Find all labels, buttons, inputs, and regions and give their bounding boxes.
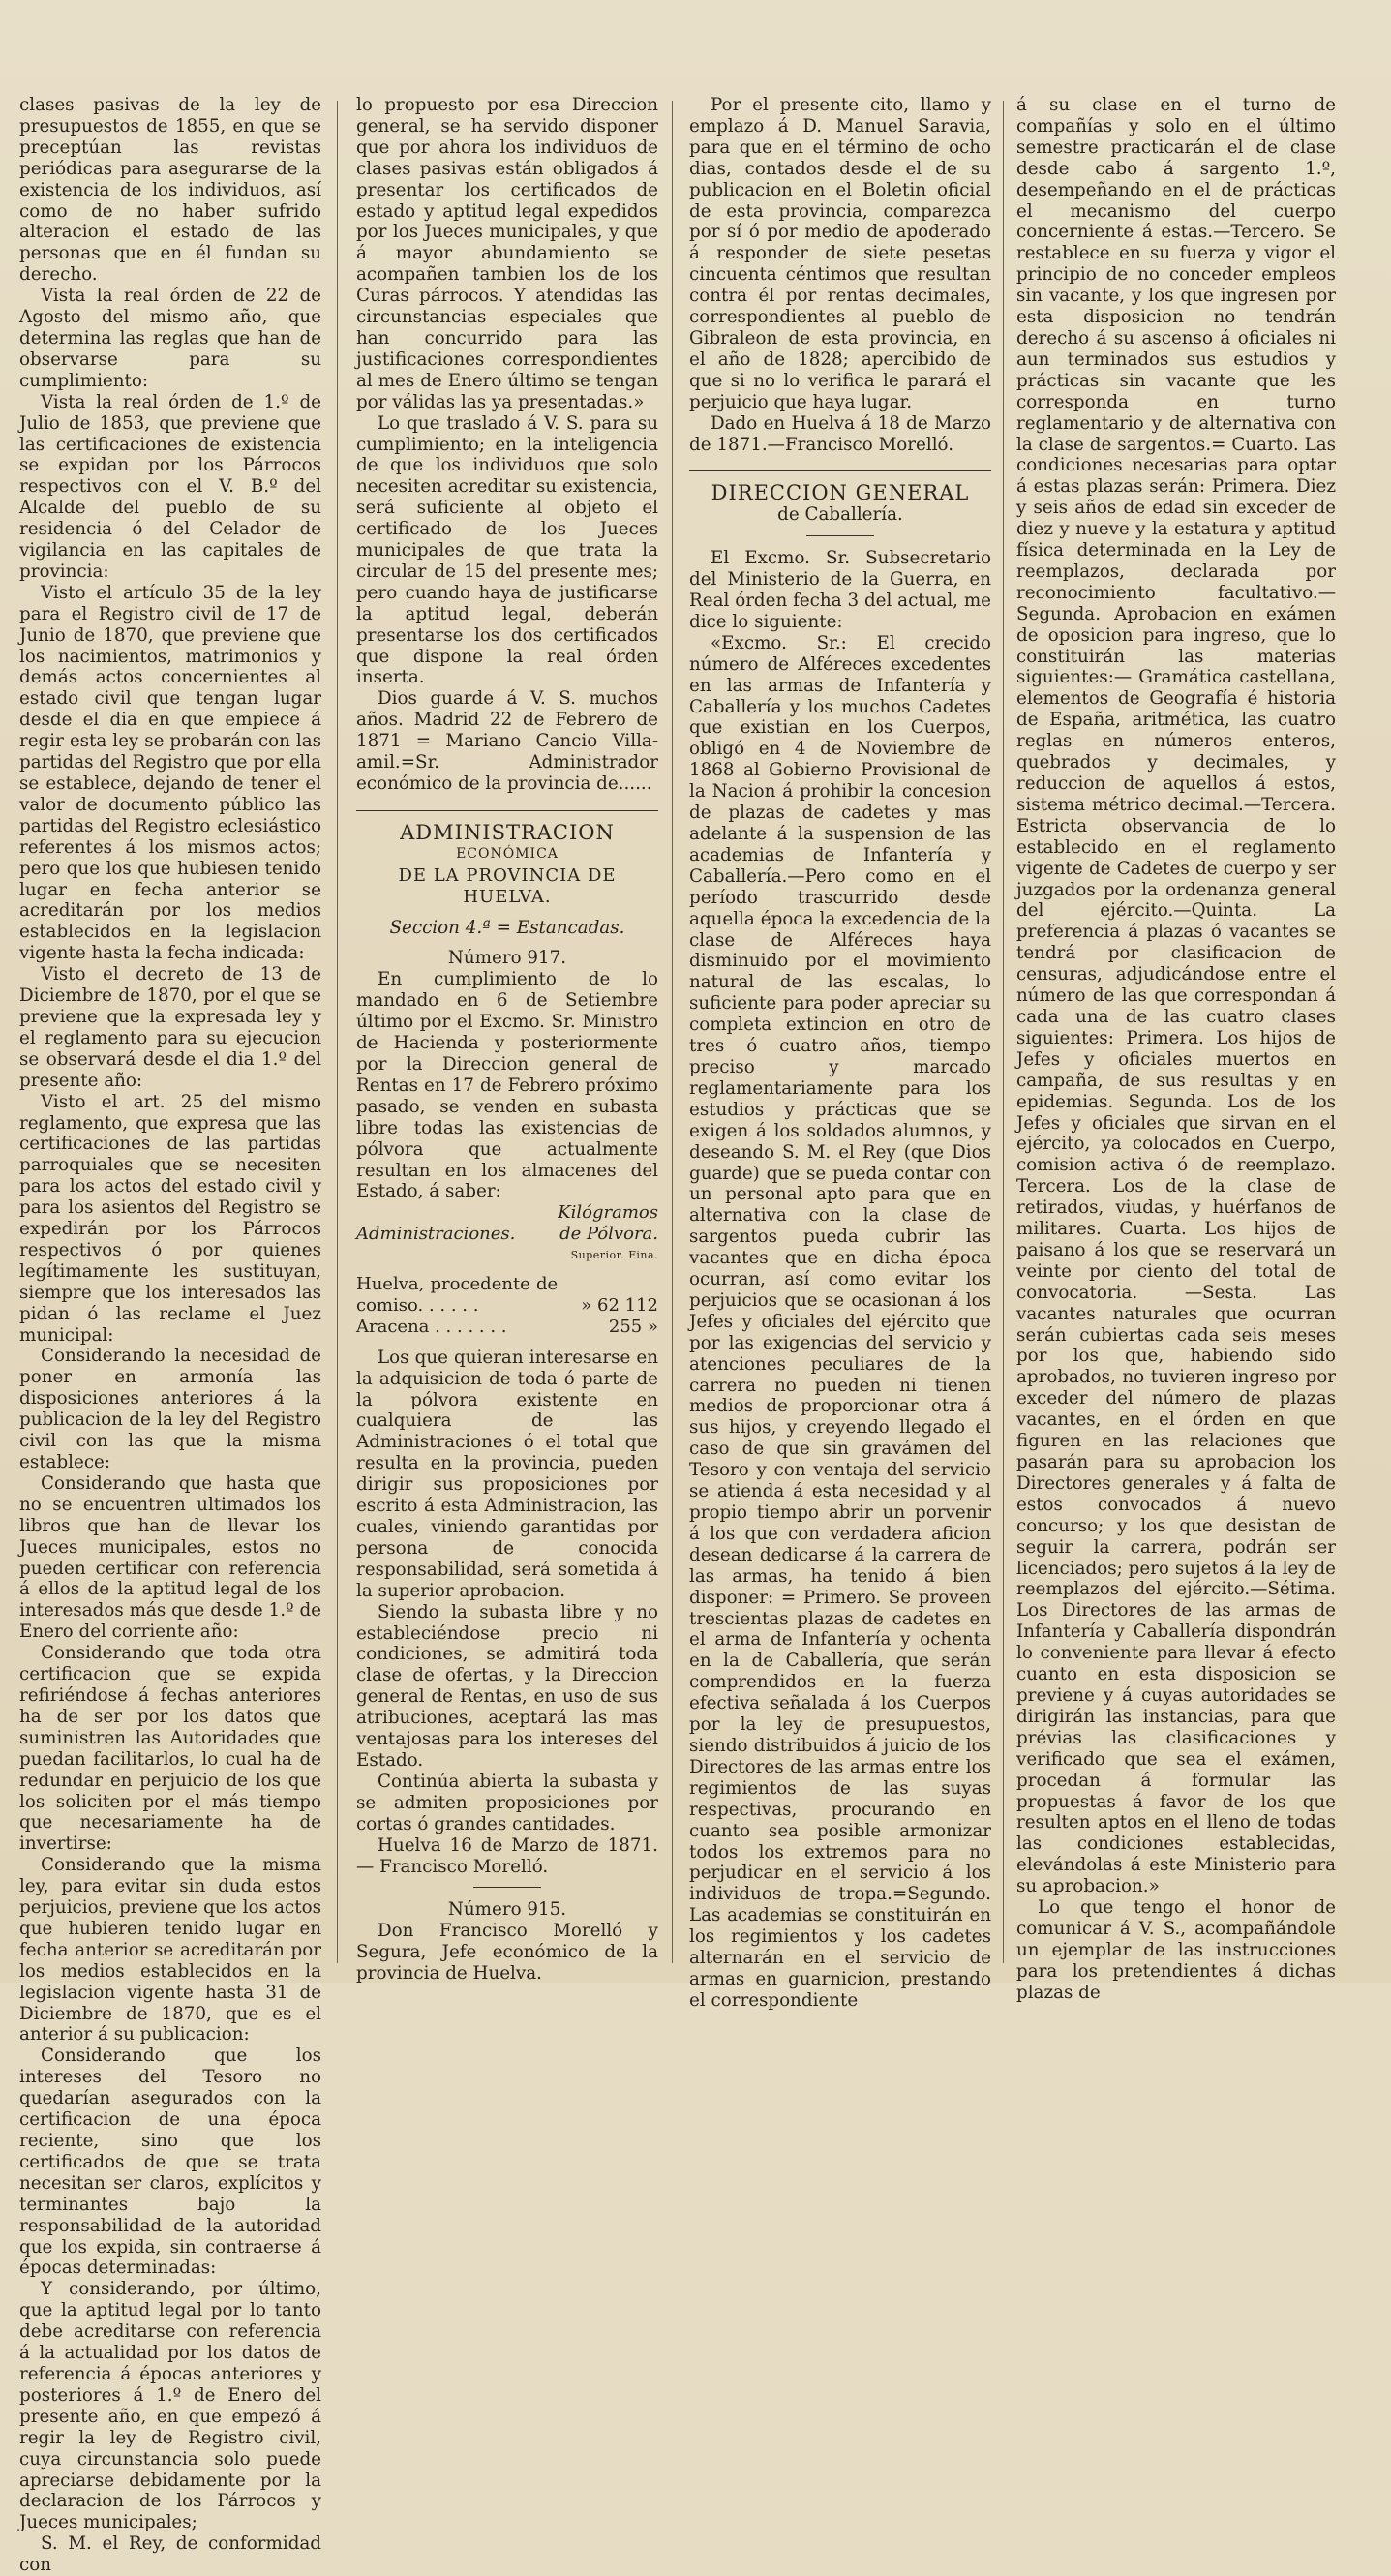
paragraph: á su clase en el turno de compañías y solo en el último semestre practicarán el de clase desde cabo á sargento 1.º, desempeñando en el de prácticas el mecanismo del cuerpo concerniente á estas.—Tercero. Se restablece en su fuerza y vigor el principio de no conceder empleos sin vacante, y los que ingresen por esta disposicion no tendrán derecho á su ascenso á oficiales ni aun terminados sus estudios y prácticas sin vacante que les corresponda en turno reglamentario y de alternativa con la clase de sargentos.= Cuarto. Las condiciones necesarias para optar á estas plazas serán: Primera. Diez y seis años de edad sin exceder de diez y nueve y la estatura y aptitud física determinada en la Ley de reemplazos, declarada por reconocimiento facultativo.—Segunda. Aprobacion en exámen de oposicion para ingreso, que lo constituirán las materias siguientes:— Gramática castellana, elementos de Geografía é historia de España, aritmética, las cuatro reglas en números enteros, quebrados y decimales, y reduccion de aquellos á estos, sistema métrico decimal.—Tercera. Estricta observancia de lo establecido en el reglamento vigente de Cadetes de cuerpo y ser juzgados por la ordenanza general del ejército.—Quinta. La preferencia á plazas ó vacantes se tendrá por clasificacion de censuras, adjudicándose entre el número de las que correspondan á cada una de las cuatro clases siguientes: Primera. Los hijos de Jefes y oficiales muertos en campaña, de sus resultas y en epidemias. Segunda. Los de los Jefes y oficiales que sirvan en el ejército, ya colocados en Cuerpo, comision activa ó de reemplazo. Tercera. Los de la clase de retirados, viudas, y huérfanos de militares. Cuarta. Los hijos de paisano á los que se reservará un veinte por ciento del total de convocatoria. —Sesta. Las vacantes naturales que ocurran serán cubiertas cada seis meses por los que, habiendo sido aprobados, no tuvieren ingreso por exceder del número de plazas vacantes, en el órden en que figuren en las relaciones que pasarán para su aprobacion los Directores generales y á falta de estos convocados á nuevo concurso; y los que desistan de seguir la carrera, podrán ser licenciados; pero sujetos á la ley de reemplazos del ejército.—Sétima. Los Directores de las armas de Infantería y Caballería dispondrán lo conveniente para llevar á efecto cuanto en esta disposicion se previene y á cuyas autoridades se dirigirán las instancias, para que prévias las clasificaciones y verificado que sea el exámen, procedan á formular las propuestas á favor de los que resulten aptos en el lleno de todas las condiciones establecidas, elevándolas á este Ministerio para su aprobacion.» xyxy=(1016,95,1336,1897)
paragraph: Y considerando, por último, que la aptitud legal por lo tanto debe acreditarse con referencia á la actualidad por los datos de referencia á épocas anteriores y posteriores á 1.º de Enero del presente año, en que empezó á regir la ley de Registro civil, cuya circunstancia solo puede apreciarse debidamente por la declaracion de los Párrocos y Jueces municipales; xyxy=(19,2279,321,2533)
column-1 xyxy=(19,95,321,2576)
table-header: de Pólvora. xyxy=(559,1224,658,1245)
paragraph: Vista la real órden de 1.º de Julio de 1853, que previene que las certificaciones de existencia se expidan por los Párrocos respectivos con el V. B.º del Alcalde del pueblo de su residencia ó del Celador de vigilancia en las capitales de provincia: xyxy=(19,391,321,582)
section-heading: DIRECCION GENERAL xyxy=(711,481,970,505)
table-cell: Aracena . . . . . . . xyxy=(356,1316,507,1337)
paragraph: Lo que traslado á V. S. para su cumplimiento; en la inteligencia de que los individuos que solo necesiten acreditar su existencia, será suficiente al objeto el certificado de los Jueces municipales de que trata la circular de 15 del presente mes; pero cuando haya de justificarse la aptitud legal, deberán presentarse los dos certificados que dispone la real órden inserta. xyxy=(356,412,658,688)
paragraph: Dado en Huelva á 18 de Marzo de 1871.—Francisco Morelló. xyxy=(689,412,991,455)
table-cell: Huelva, procedente de comiso. . . . . . xyxy=(356,1274,559,1316)
paragraph: Visto el artículo 35 de la ley para el Registro civil de 17 de Junio de 1870, que previene que los nacimientos, matrimonios y demás actos concernientes al estado civil que tengan lugar desde el dia en que empiece á regir esta ley se probarán con las partidas del Registro que por ella se establece, dejando de tener el valor de documento público las partidas del Registro eclesiástico referentes á los mismos actos; pero que los que hubiesen tenido lugar en fecha anterior se acreditarán por los medios establecidos en la legislacion vigente hasta la fecha indicada: xyxy=(19,582,321,964)
paragraph: S. M. el Rey, de conformidad con xyxy=(19,2533,321,2576)
paragraph: Huelva 16 de Marzo de 1871.— Francisco Morelló. xyxy=(356,1834,658,1877)
paragraph: lo propuesto por esa Direccion general, se ha servido disponer que por ahora los individuos de clases pasivas están obligados á presentar los certificados de estado y aptitud legal expedidos por los Jueces municipales, y que á mayor abundamiento se acompañen tambien los de los Curas párrocos. Y atendidas las circunstancias especiales que han concurrido para las justificaciones correspondientes al mes de Enero último se tengan por válidas las ya presentadas.» xyxy=(356,95,658,412)
paragraph: Lo que tengo el honor de comunicar á V. S., acompañándole un ejemplar de las instrucciones para los pretendientes á dichas plazas de xyxy=(1016,1897,1336,2003)
divider xyxy=(473,1887,541,1888)
column-rule xyxy=(1003,101,1004,1963)
section-subheading: de Caballería. xyxy=(777,504,903,526)
notice-number: Número 915. xyxy=(447,1899,567,1921)
notice-number: Número 917. xyxy=(447,948,567,969)
paragraph: «Excmo. Sr.: El crecido número de Alféreces excedentes en las armas de Infantería y Caballería y los muchos Cadetes que existian en los Cuerpos, obligó en 4 de Noviembre de 1868 al Gobierno Provisional de la Nacion á prohibir la concesion de plazas de cadetes y mas adelante á la suspension de las academias de Infantería y Caballería.—Pero como en el período trascurrido desde aquella época la excedencia de la clase de Alféreces haya disminuido por el movimiento natural de las escalas, lo suficiente para poder apreciar su completa extincion en otro de tres ó cuatro años, tiempo preciso y marcado reglamentariamente para los estudios y prácticas que se exigen á los soldados alumnos, y deseando S. M. el Rey (que Dios guarde) que se pueda contar con un personal apto para que en alternativa con la clase de sargentos pueda cubrir las vacantes que en dicha época ocurran, así como evitar los perjuicios que se ocasionan á los Jefes y oficiales del ejército que por las exigencias del servicio y atenciones peculiares de la carrera no pueden ni tienen medios de proporcionar otra á sus hijos, y creyendo llegado el caso de que sin gravámen del Tesoro y con ventaja del servicio se atienda á esta necesidad y al propio tiempo abrir un porvenir á los que con verdadera aficion desean dedicarse á la carrera de las armas, ha tenido á bien disponer: = Primero. Se proveen trescientas plazas de cadetes en el arma de Infantería y ochenta en la de Caballería, que serán comprendidos en la fuerza efectiva señalada á los Cuerpos por la ley de presupuestos, siendo distribuidos á juicio de los Directores de las armas entre los regimientos de las suyas respectivas, procurando en cuanto sea posible armonizar todos los extremos para no perjudicar en el servicio á los individuos de tropa.=Segundo. Las academias se constituirán en los regimientos y los cadetes alternarán en el servicio de armas en guarnicion, prestando el correspondiente xyxy=(689,632,991,2011)
column-rule xyxy=(337,101,338,1963)
paragraph: Visto el art. 25 del mismo reglamento, que expresa que las certificaciones de las partidas parroquiales que se necesiten para los actos del estado civil y para los asientos del Registro se expedirán por los Párrocos respectivos ó por quienes legítimamente les sustituyan, siempre que los interesados las pidan ó las reclame el Juez municipal: xyxy=(19,1091,321,1346)
column-2 xyxy=(356,95,658,1985)
paragraph: En cumplimiento de lo mandado en 6 de Setiembre último por el Excmo. Sr. Ministro de Hacienda y posteriormente por la Direccion general de Rentas en 17 de Febrero próximo pasado, se venden en subasta libre todas las existencias de pólvora que actualmente resultan en los almacenes del Estado, á saber: xyxy=(356,969,658,1202)
paragraph: Los que quieran interesarse en la adquisicion de toda ó parte de la pólvora existente en cualquiera de las Administraciones ó el total que resulta en la provincia, pueden dirigir sus proposiciones por escrito á esta Administracion, las cuales, viniendo garantidas por persona de conocida responsabilidad, será sometida á la superior aprobacion. xyxy=(356,1347,658,1601)
paragraph: Don Francisco Morelló y Segura, Jefe económico de la provincia de Huelva. xyxy=(356,1921,658,1985)
section-subheading: ECONÓMICA xyxy=(456,845,559,862)
paragraph: Continúa abierta la subasta y se admiten proposiciones por cortas ó grandes cantidades. xyxy=(356,1771,658,1834)
column-rule xyxy=(672,101,673,1963)
section-divider xyxy=(689,470,991,471)
paragraph: Visto el decreto de 13 de Diciembre de 1870, por el que se previene que la expresada ley y el reglamento para su ejecucion se observará desde el dia 1.º del presente año: xyxy=(19,964,321,1091)
paragraph: Considerando que hasta que no se encuentren ultimados los libros que han de llevar los Jueces municipales, estos no pueden certificar con referencia á ellos de la aptitud legal de los interesados más que desde 1.º de Enero del corriente año: xyxy=(19,1472,321,1643)
paragraph: Considerando que toda otra certificacion que se expida refiriéndose á fechas anteriores ha de ser por los datos que suministren las Autoridades que puedan facilitarlos, lo cual ha de redundar en perjuicio de los que los soliciten por el más tiempo que necesariamente ha de invertirse: xyxy=(19,1643,321,1855)
section-heading: ADMINISTRACION xyxy=(400,820,615,844)
divider xyxy=(806,535,874,536)
paragraph: clases pasivas de la ley de presupuestos de 1855, en que se preceptúan las revistas periódicas para asegurarse de la existencia de los individuos, así como de no haber sufrido alteracion el estado de las personas que en él fundan su derecho. xyxy=(19,95,321,286)
paragraph: Considerando que la misma ley, para evitar sin duda estos perjuicios, previene que los actos que hubieren tenido lugar en fecha anterior se acreditarán por los medios establecidos en la legislacion vigente hasta 31 de Diciembre de 1870, que es el anterior á su publicacion: xyxy=(19,1855,321,2046)
paragraph: Considerando que los intereses del Tesoro no quedarían asegurados con la certificacion de una época reciente, sino que los certificados de que se trata necesitan ser claros, explícitos y terminantes bajo la responsabilidad de la autoridad que los expida, sin contraerse á épocas determinadas: xyxy=(19,2046,321,2279)
section-subheading: DE LA PROVINCIA DE HUELVA. xyxy=(398,864,617,907)
column-3 xyxy=(689,95,991,2011)
paragraph: Dios guarde á V. S. muchos años. Madrid 22 de Febrero de 1871 = Mariano Cancio Villa-amil.=Sr. Administrador económico de la provincia de...... xyxy=(356,688,658,794)
table-cell: » 62 112 xyxy=(581,1294,658,1316)
table-header: Administraciones. xyxy=(356,1224,516,1245)
paragraph: Por el presente cito, llamo y emplazo á D. Manuel Saravia, para que en el término de ocho dias, contados desde el de su publicacion en el Boletin oficial de esta provincia, comparezca por sí ó por medio de apoderado á responder de siete pesetas cincuenta céntimos que resultan contra él por rentas decimales, correspondientes al pueblo de Gibraleon de esta provincia, en el año de 1828; apercibido de que si no lo verifica le parará el perjuicio que haya lugar. xyxy=(689,95,991,412)
table-cell: 255 » xyxy=(608,1316,658,1337)
paragraph: Considerando la necesidad de poner en armonía las disposiciones anteriores á la publicacion de la ley del Registro civil con las que la misma establece: xyxy=(19,1346,321,1472)
section-label: Seccion 4.ª = Estancadas. xyxy=(389,917,625,938)
table-subheader: Superior. Fina. xyxy=(570,1249,658,1262)
section-divider xyxy=(356,810,658,811)
powder-table xyxy=(356,1202,658,1337)
table-header: Kilógramos xyxy=(558,1202,658,1224)
paragraph: Siendo la subasta libre y no estableciéndose precio ni condiciones, se admitirá toda clase de ofertas, y la Direccion general de Rentas, en uso de sus atribuciones, aceptará las mas ventajosas para los intereses del Estado. xyxy=(356,1601,658,1771)
column-4 xyxy=(1016,95,1336,2003)
paragraph: El Excmo. Sr. Subsecretario del Ministerio de la Guerra, en Real órden fecha 3 del actual, me dice lo siguiente: xyxy=(689,548,991,632)
paragraph: Vista la real órden de 22 de Agosto del mismo año, que determina las reglas que han de observarse para su cumplimiento: xyxy=(19,286,321,391)
